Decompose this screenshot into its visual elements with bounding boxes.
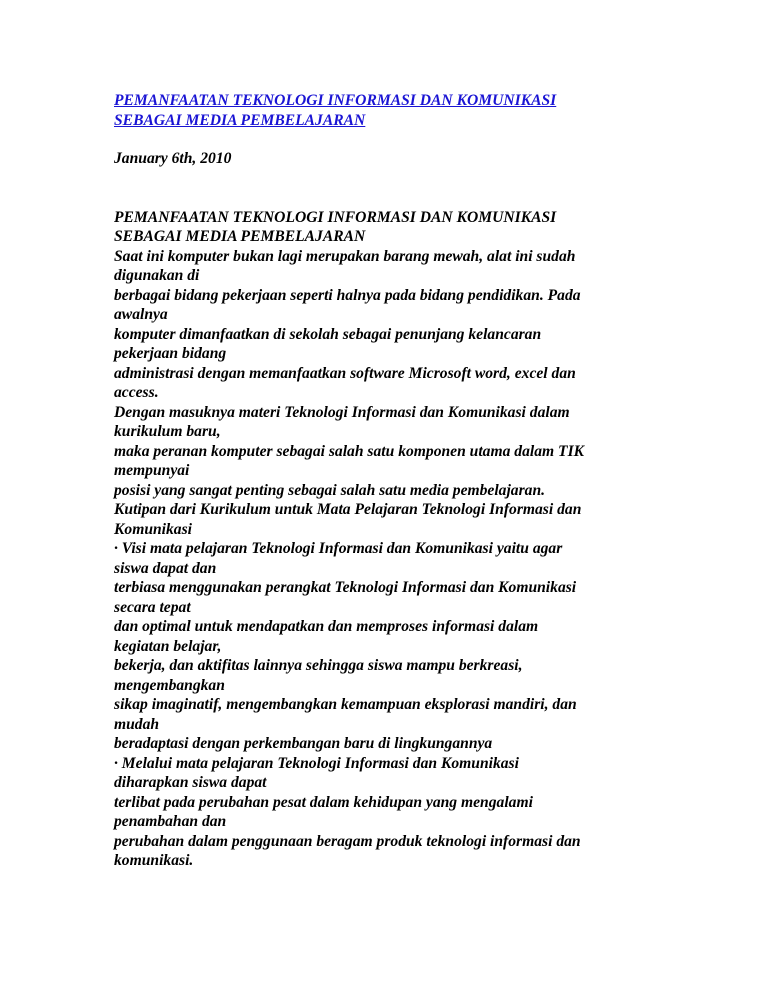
body-line: terbiasa menggunakan perangkat Teknologi Informasi dan Komunikasi [114,579,577,596]
body-line: Kutipan dari Kurikulum untuk Mata Pelajaran Teknologi Informasi dan [114,501,582,518]
article-title-link[interactable] [114,91,659,130]
body-line: secara tepat [114,598,191,616]
body-line: diharapkan siswa dapat [114,774,267,791]
body-line: administrasi dengan memanfaatkan software Microsoft word, excel dan [114,364,576,382]
body-line: awalnya [114,306,168,323]
document-page [114,91,659,871]
body-line: Saat ini komputer bukan lagi merupakan barang mewah, alat ini sudah [114,247,576,265]
body-line: · Melalui mata pelajaran Teknologi Informasi dan Komunikasi [114,754,519,772]
body-line: Dengan masuknya materi Teknologi Informasi dan Komunikasi dalam [114,403,570,421]
body-line: posisi yang sangat penting sebagai salah satu media pembelajaran. [114,481,546,499]
body-line: access. [114,384,159,401]
body-line: perubahan dalam penggunaan beragam produk teknologi informasi dan [114,832,581,850]
body-line: komputer dimanfaatkan di sekolah sebagai penunjang kelancaran [114,325,542,343]
body-text [114,247,659,871]
body-heading-line-1: PEMANFAATAN TEKNOLOGI INFORMASI DAN KOMUNIKASI [114,208,557,226]
body-line: bekerja, dan aktifitas lainnya sehingga siswa mampu berkreasi, [114,657,523,674]
body-line: mudah [114,715,160,733]
body-line: sikap imaginatif, mengembangkan kemampuan eksplorasi mandiri, dan [114,696,577,713]
body-line: Komunikasi [114,520,192,538]
body-line: dan optimal untuk mendapatkan dan memproses informasi dalam [114,618,539,635]
body-line: · Visi mata pelajaran Teknologi Informasi dan Komunikasi yaitu agar [114,540,563,557]
body-line: terlibat pada perubahan pesat dalam kehidupan yang mengalami [114,793,533,811]
body-line: penambahan dan [114,813,227,830]
body-line: kurikulum baru, [114,423,221,440]
body-line: siswa dapat dan [114,559,217,577]
article-title-line-2[interactable]: SEBAGAI MEDIA PEMBELAJARAN [114,111,366,129]
article-title-line-1[interactable]: PEMANFAATAN TEKNOLOGI INFORMASI DAN KOMUNIKASI [114,92,557,109]
body-line: mengembangkan [114,676,225,694]
body-line: pekerjaan bidang [114,345,227,362]
body-heading-line-2: SEBAGAI MEDIA PEMBELAJARAN [114,228,366,245]
body-line: beradaptasi dengan perkembangan baru di lingkungannya [114,735,493,752]
body-line: kegiatan belajar, [114,637,222,655]
body-line: digunakan di [114,267,200,284]
body-line: mempunyai [114,462,190,479]
post-date: January 6th, 2010 [114,150,232,167]
body-heading [114,208,659,247]
body-line: maka peranan komputer sebagai salah satu komponen utama dalam TIK [114,442,585,460]
body-line: berbagai bidang pekerjaan seperti halnya pada bidang pendidikan. Pada [114,286,581,304]
body-line: komunikasi. [114,852,194,869]
